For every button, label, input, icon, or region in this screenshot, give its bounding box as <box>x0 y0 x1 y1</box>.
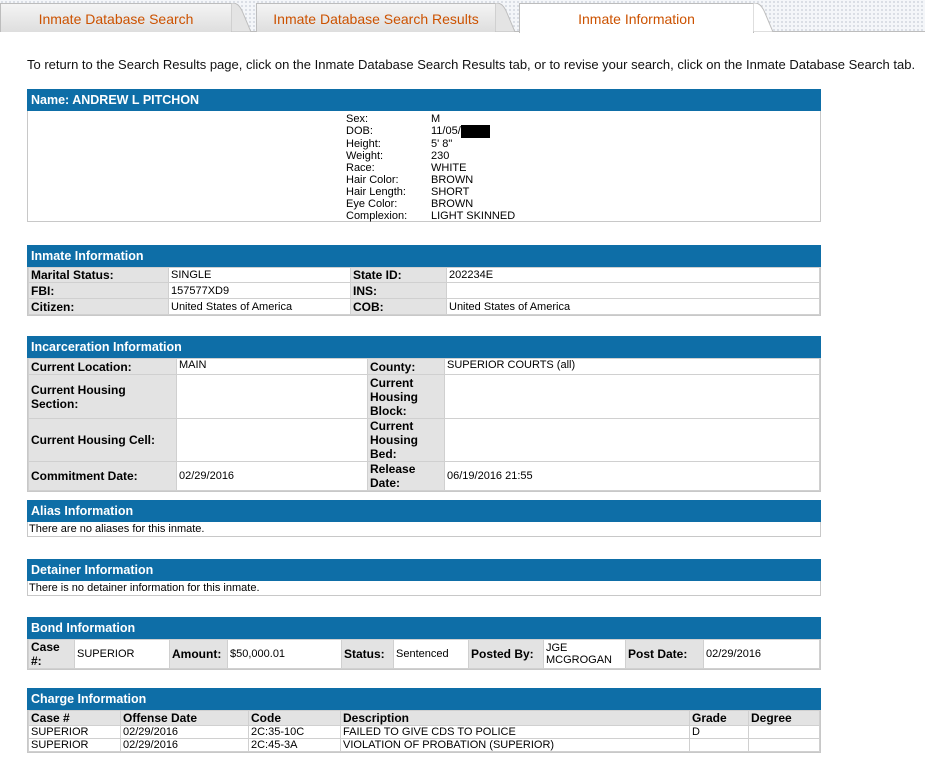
inmate-info-table <box>28 267 820 315</box>
tab-label: Inmate Database Search Results <box>273 11 479 27</box>
redaction-box <box>461 125 490 138</box>
release-date-label: Release Date: <box>368 462 445 491</box>
cell-grade: D <box>690 726 749 739</box>
county-value: SUPERIOR COURTS (all) <box>445 359 820 375</box>
field-label: Eye Color: <box>346 198 398 210</box>
housing-cell-label: Current Housing Cell: <box>29 419 177 462</box>
field-dob <box>346 125 515 138</box>
post-date-value: 02/29/2016 <box>704 640 820 669</box>
table-row <box>29 359 820 375</box>
field-value: LIGHT SKINNED <box>431 210 516 222</box>
inmate-info-section <box>27 245 821 316</box>
table-row <box>29 283 820 299</box>
cell-description: FAILED TO GIVE CDS TO POLICE <box>341 726 690 739</box>
post-date-label: Post Date: <box>626 640 704 669</box>
col-offense-date: Offense Date <box>121 711 249 726</box>
name-header: Name: ANDREW L PITCHON <box>27 89 821 111</box>
field-value: BROWN <box>431 198 474 210</box>
bond-amount-value: $50,000.01 <box>228 640 342 669</box>
cell-offense-date: 02/29/2016 <box>121 739 249 752</box>
cell-offense-date: 02/29/2016 <box>121 726 249 739</box>
field-complexion <box>346 210 515 222</box>
housing-block-label: Current Housing Block: <box>368 375 445 419</box>
tab-inmate-information[interactable] <box>519 3 754 33</box>
cob-label: COB: <box>351 299 447 315</box>
table-row <box>29 462 820 491</box>
citizen-value: United States of America <box>169 299 351 315</box>
name-section <box>27 89 821 222</box>
housing-block-value <box>445 375 820 419</box>
fbi-value: 157577XD9 <box>169 283 351 299</box>
state-id-label: State ID: <box>351 268 447 283</box>
col-code: Code <box>249 711 341 726</box>
field-value: BROWN <box>431 174 474 186</box>
bond-case-value: SUPERIOR <box>75 640 170 669</box>
field-label: Weight: <box>346 150 384 162</box>
physical-description <box>28 111 820 221</box>
tab-slope-icon <box>231 3 253 32</box>
field-height <box>346 138 515 150</box>
detainer-header: Detainer Information <box>27 559 821 581</box>
col-grade: Grade <box>690 711 749 726</box>
alias-note: There are no aliases for this inmate. <box>29 523 205 535</box>
cell-case: SUPERIOR <box>29 739 121 752</box>
bond-table <box>28 639 820 669</box>
field-hair-length <box>346 186 515 198</box>
tab-label: Inmate Database Search <box>38 11 194 27</box>
tab-label: Inmate Information <box>578 11 695 27</box>
bond-status-label: Status: <box>342 640 394 669</box>
field-value: 230 <box>431 150 450 162</box>
bond-case-label: Case #: <box>29 640 75 669</box>
physical-grid <box>346 113 515 222</box>
field-value: 5' 8" <box>431 138 453 150</box>
charge-header-row <box>29 711 820 726</box>
cob-value: United States of America <box>447 299 820 315</box>
incarceration-section <box>27 336 821 492</box>
table-row <box>29 375 820 419</box>
state-id-value: 202234E <box>447 268 820 283</box>
field-value: M <box>431 113 441 125</box>
table-row <box>29 268 820 283</box>
cell-grade <box>690 739 749 752</box>
field-hair-color <box>346 174 515 186</box>
marital-status-value: SINGLE <box>169 268 351 283</box>
fbi-label: FBI: <box>29 283 169 299</box>
housing-section-value <box>177 375 368 419</box>
posted-by-value: JGE MCGROGAN <box>544 640 626 669</box>
charge-section <box>27 688 821 753</box>
field-label: DOB: <box>346 125 373 137</box>
field-eye-color <box>346 198 515 210</box>
bond-header: Bond Information <box>27 617 821 639</box>
ins-label: INS: <box>351 283 447 299</box>
field-sex <box>346 113 515 125</box>
alias-section <box>27 500 821 537</box>
bond-section <box>27 617 821 670</box>
tab-bar <box>0 0 925 32</box>
table-row <box>29 726 820 739</box>
table-row <box>29 739 820 752</box>
detainer-note: There is no detainer information for this inmate. <box>29 582 260 594</box>
intro-text: To return to the Search Results page, click on the Inmate Database Search Results tab, or to revise your search, click on the Inmate Database Search tab. <box>27 57 916 72</box>
current-location-label: Current Location: <box>29 359 177 375</box>
citizen-label: Citizen: <box>29 299 169 315</box>
field-label: Complexion: <box>346 210 408 222</box>
detainer-section <box>27 559 821 596</box>
field-value: WHITE <box>431 162 467 174</box>
bond-status-value: Sentenced <box>394 640 469 669</box>
bond-amount-label: Amount: <box>170 640 228 669</box>
cell-code: 2C:45-3A <box>249 739 341 752</box>
field-label: Hair Color: <box>346 174 399 186</box>
incarceration-header: Incarceration Information <box>27 336 821 358</box>
commitment-date-value: 02/29/2016 <box>177 462 368 491</box>
table-row <box>29 419 820 462</box>
table-row <box>29 640 820 669</box>
field-value: SHORT <box>431 186 470 198</box>
charge-table <box>28 710 820 752</box>
release-date-value: 06/19/2016 21:55 <box>445 462 820 491</box>
inmate-info-header: Inmate Information <box>27 245 821 267</box>
field-label: Race: <box>346 162 375 174</box>
cell-code: 2C:35-10C <box>249 726 341 739</box>
alias-header: Alias Information <box>27 500 821 522</box>
county-label: County: <box>368 359 445 375</box>
commitment-date-label: Commitment Date: <box>29 462 177 491</box>
field-race <box>346 162 515 174</box>
charge-header: Charge Information <box>27 688 821 710</box>
col-degree: Degree <box>749 711 820 726</box>
field-label: Height: <box>346 138 381 150</box>
housing-cell-value <box>177 419 368 462</box>
cell-case: SUPERIOR <box>29 726 121 739</box>
cell-degree <box>749 726 820 739</box>
field-label: Hair Length: <box>346 186 406 198</box>
tab-slope-icon <box>495 3 517 32</box>
housing-section-label: Current Housing Section: <box>29 375 177 419</box>
current-location-value: MAIN <box>177 359 368 375</box>
tab-inmate-database-search-results[interactable] <box>256 3 496 32</box>
field-label: Sex: <box>346 113 369 125</box>
field-weight <box>346 150 515 162</box>
tab-inmate-database-search[interactable] <box>0 3 232 32</box>
table-row <box>29 299 820 315</box>
posted-by-label: Posted By: <box>469 640 544 669</box>
housing-bed-value <box>445 419 820 462</box>
field-value: 11/05/ <box>431 125 461 137</box>
marital-status-label: Marital Status: <box>29 268 169 283</box>
tab-slope-icon <box>753 3 775 32</box>
col-description: Description <box>341 711 690 726</box>
cell-degree <box>749 739 820 752</box>
ins-value <box>447 283 820 299</box>
cell-description: VIOLATION OF PROBATION (SUPERIOR) <box>341 739 690 752</box>
col-case: Case # <box>29 711 121 726</box>
housing-bed-label: Current Housing Bed: <box>368 419 445 462</box>
incarceration-table <box>28 358 820 491</box>
